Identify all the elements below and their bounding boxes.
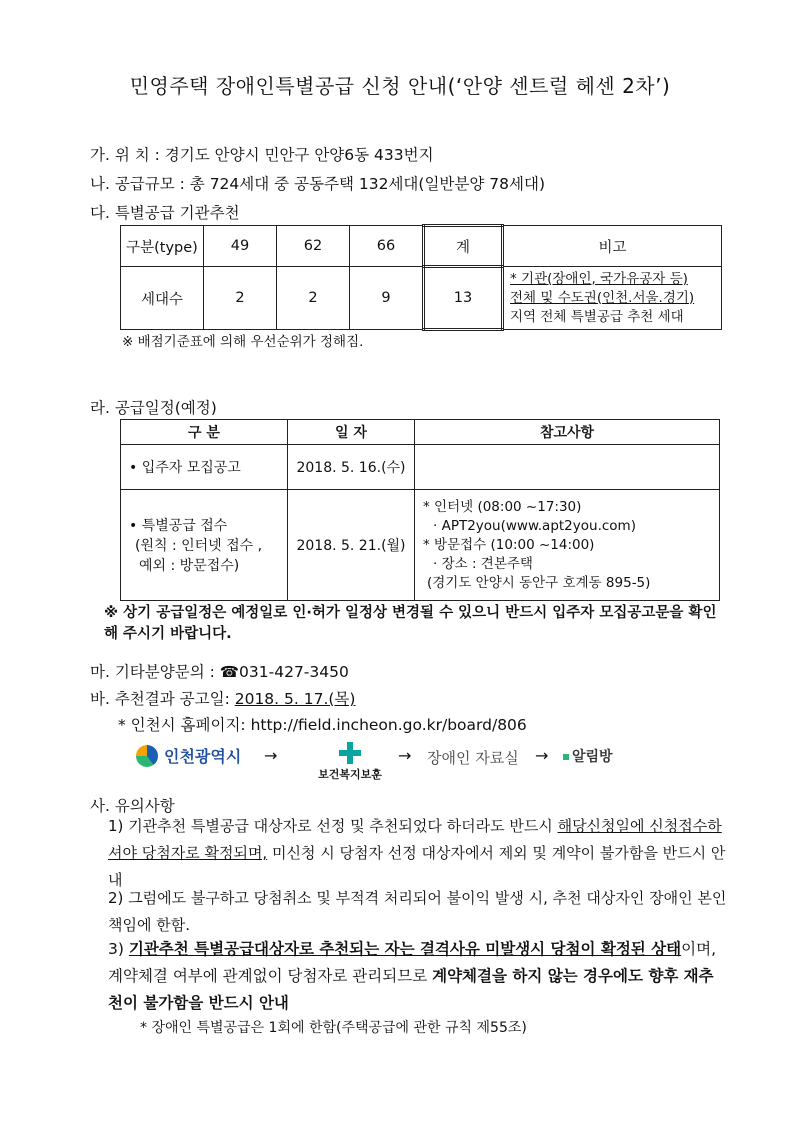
remark-line: * 기관(장애인, 국가유공자 등) <box>510 270 688 287</box>
health-welfare-logo <box>308 742 392 782</box>
item-text-bold: 기관추천 특별공급대상자로 추천되는 자는 결격사유 미발생시 당첨이 확정된 상태 <box>128 940 682 958</box>
table-header: 일 자 <box>288 420 415 445</box>
table-row <box>121 267 722 330</box>
table-cell: 세대수 <box>121 267 204 330</box>
table-row <box>121 490 720 601</box>
precaution-item-3 <box>108 936 728 1017</box>
inquiry-line: 마. 기타분양문의 : ☎031-427-3450 <box>90 663 349 681</box>
reference-line: * 인터넷 (08:00 ~17:30) <box>423 498 582 515</box>
table-header: 49 <box>204 226 277 267</box>
arrow-icon: → <box>535 746 549 765</box>
table-header: 비고 <box>503 226 722 267</box>
precaution-item-1 <box>108 813 728 894</box>
table-header: 구 분 <box>121 420 288 445</box>
table-header: 구분(type) <box>121 226 204 267</box>
navigation-path <box>130 742 650 788</box>
item-number: 1) <box>108 817 124 835</box>
location-line: 가. 위 치 : 경기도 안양시 민안구 안양6동 433번지 <box>90 146 434 164</box>
schedule-heading: 라. 공급일정(예정) <box>90 399 217 417</box>
remark-line: 지역 전체 특별공급 추천 세대 <box>510 308 684 325</box>
announcement-date: 2018. 5. 17.(목) <box>234 690 356 708</box>
schedule-note: ※ 상기 공급일정은 예정일로 인·허가 일정상 변경될 수 있으니 반드시 입주자 모집공고문을 확인해 주시기 바랍니다. <box>104 605 717 642</box>
supply-scale-line: 나. 공급규모 : 총 724세대 중 공동주택 132세대(일반분양 78세대) <box>90 175 545 193</box>
table-cell <box>415 445 720 490</box>
arrow-icon: → <box>398 746 412 765</box>
incheon-logo <box>136 744 241 767</box>
reference-line: (경기도 안양시 동안구 호계동 895-5) <box>427 574 651 591</box>
table-cell: 9 <box>350 267 424 330</box>
page-title: 민영주택 장애인특별공급 신청 안내(‘안양 센트럴 헤센 2차’) <box>129 74 671 98</box>
remark-line: 전체 및 수도권(인천.서울.경기) <box>510 289 695 306</box>
item-text: 미신청 시 당첨자 선정 대상자에서 제외 및 계약이 불가함을 반드시 안내 <box>108 844 726 889</box>
announcement-label: 바. 추천결과 공고일: <box>90 690 235 708</box>
supply-table <box>120 224 722 331</box>
homepage-url-line: * 인천시 홈페이지: http://field.incheon.go.kr/board/806 <box>118 716 527 734</box>
table-cell <box>121 490 288 601</box>
remark-cell <box>503 267 722 330</box>
item-number: 3) <box>108 940 124 958</box>
schedule-label: 예외 : 방문접수) <box>139 558 240 574</box>
item-text: 이며, 계약체결 여부에 관계없이 당첨자로 관리되므로 <box>108 940 716 985</box>
reference-cell <box>415 490 720 601</box>
precaution-item-2 <box>108 885 728 939</box>
table-cell: 13 <box>424 267 503 330</box>
table-header: 66 <box>350 226 424 267</box>
notice-board-label: 알림방 <box>572 749 613 765</box>
item-text-underlined: 해당신청일에 신청접수하셔야 당첨자로 확정되며, <box>108 817 722 862</box>
table-cell: 2 <box>277 267 350 330</box>
reference-line: · 장소 : 견본주택 <box>433 555 533 572</box>
item-number: 2) <box>108 889 124 907</box>
table-header: 참고사항 <box>415 420 720 445</box>
precautions-heading: 사. 유의사항 <box>90 797 175 815</box>
schedule-label: • 특별공급 접수 <box>129 518 228 534</box>
table-header: 계 <box>424 226 503 267</box>
table-cell: 2018. 5. 21.(월) <box>288 490 415 601</box>
priority-note: ※ 배점기준표에 의해 우선순위가 정해짐. <box>122 334 364 350</box>
incheon-symbol-icon <box>136 745 158 767</box>
item-text: 그럼에도 불구하고 당첨취소 및 부적격 처리되어 불이익 발생 시, 추천 대상자인 장애인 본인 책임에 한함. <box>108 889 727 934</box>
bullet-icon <box>563 754 569 760</box>
table-row <box>121 445 720 490</box>
final-note: * 장애인 특별공급은 1회에 한함(주택공급에 관한 규칙 제55조) <box>140 1020 527 1036</box>
item-text: 기관추천 특별공급 대상자로 선정 및 추천되었다 하더라도 반드시 <box>128 817 558 835</box>
table-header: 62 <box>277 226 350 267</box>
item-text-bold: 계약체결을 하지 않는 경우에도 향후 재추천이 불가함을 반드시 안내 <box>108 967 714 1012</box>
schedule-label: (원칙 : 인터넷 접수 , <box>135 538 263 554</box>
table-cell: 2018. 5. 16.(수) <box>288 445 415 490</box>
health-cross-icon <box>339 742 361 764</box>
incheon-logo-text: 인천광역시 <box>164 747 242 766</box>
agency-recommendation-heading: 다. 특별공급 기관추천 <box>90 204 240 222</box>
table-row <box>121 420 720 445</box>
announcement-line <box>90 687 355 709</box>
schedule-table <box>120 419 720 601</box>
table-row <box>121 226 722 267</box>
notice-board-link <box>563 746 613 766</box>
reference-line: * 방문접수 (10:00 ~14:00) <box>423 536 595 553</box>
table-cell: 2 <box>204 267 277 330</box>
disability-library-link: 장애인 자료실 <box>427 749 519 767</box>
reference-line: · APT2you(www.apt2you.com) <box>433 517 636 534</box>
table-cell: • 입주자 모집공고 <box>121 445 288 490</box>
health-welfare-text: 보건복지보훈 <box>318 768 382 781</box>
arrow-icon: → <box>264 746 278 765</box>
